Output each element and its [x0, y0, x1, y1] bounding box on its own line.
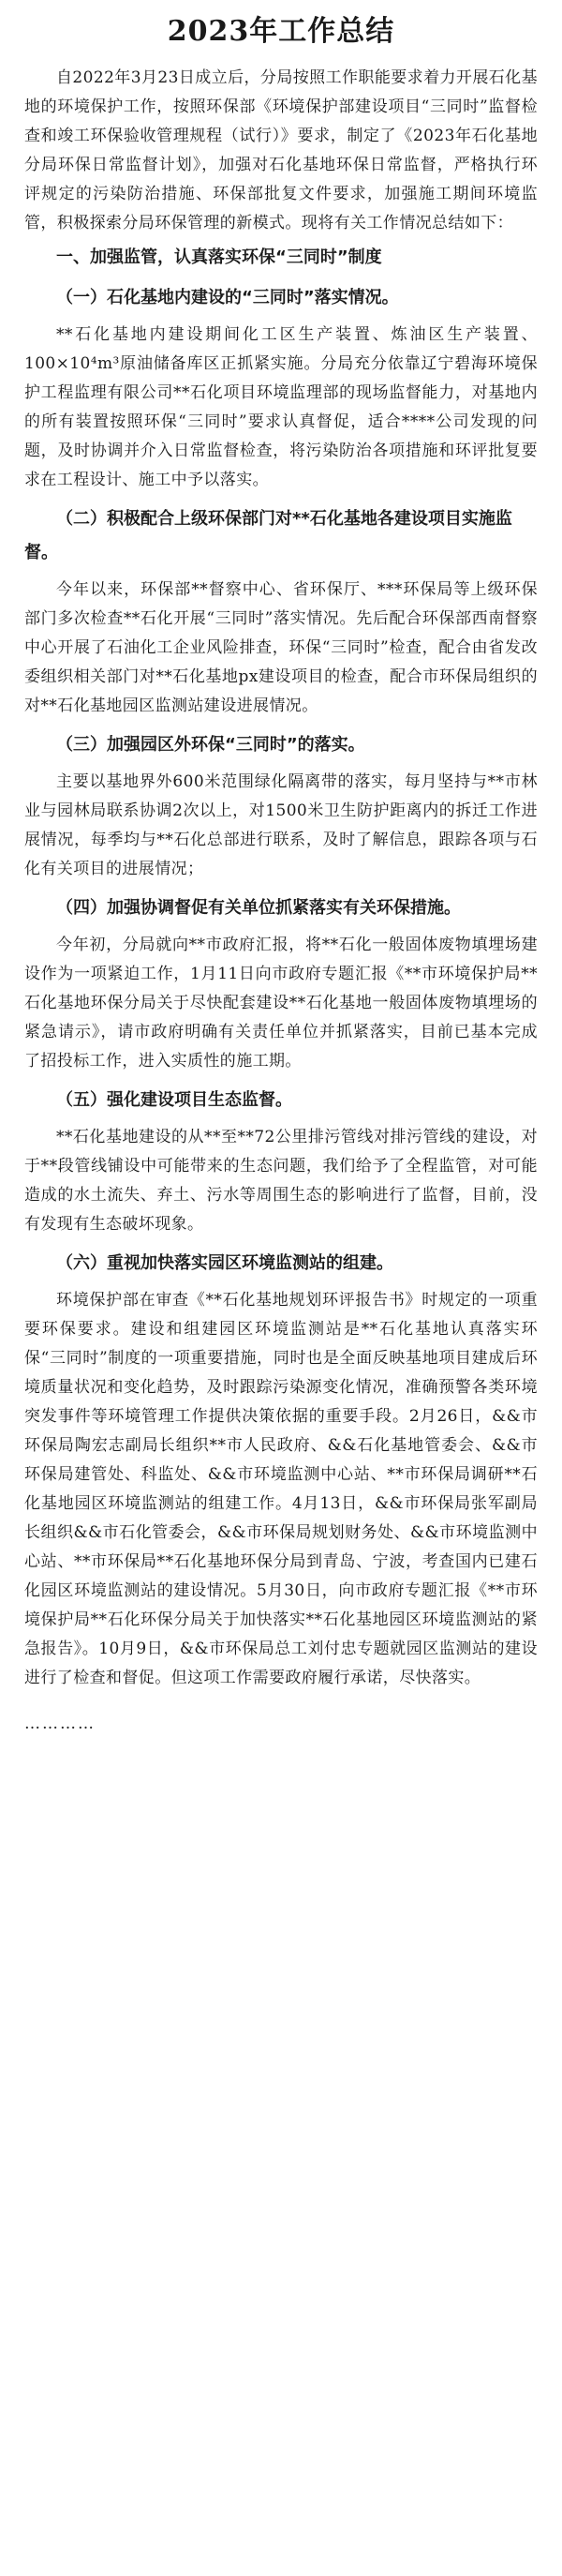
subsection-body-5: **石化基地建设的从**至**72公里排污管线对排污管线的建设，对于**段管线铺设中可能带来的生态问题，我们给予了全程监管，对可能造成的水土流失、弃土、污水等周围生态的影响进行了监督，目前，没有发现有生态破坏现象。 — [24, 1128, 538, 1234]
intro-paragraph: 自2022年3月23日成立后，分局按照工作职能要求着力开展石化基地的环境保护工作，按照环保部《环境保护部建设项目“三同时”监督检查和竣工环保验收管理规程（试行）》要求，制定了《2023年石化基地分局环保日常监督计划》，加强对石化基地环保日常监督，严格执行环评规定的污染防治措施、环保部批复文件要求，加强施工期间环境监管，积极探索分局环保管理的新模式。现将有关工作情况总结如下： — [24, 68, 538, 232]
subsection-heading-3: （三）加强园区外环保“三同时”的落实。 — [56, 735, 365, 755]
subsection-body-3: 主要以基地界外600米范围绿化隔离带的落实，每月坚持与**市林业与园林局联系协调2次以上，对1500米卫生防护距离内的拆迁工作进展情况，每季均与**石化总部进行联系，及时了解信息，跟踪各项与石化有关项目的进展情况； — [24, 772, 538, 878]
subsection-heading-4: （四）加强协调督促有关单位抓紧落实有关环保措施。 — [56, 898, 461, 918]
trailing-ellipsis: ………… — [24, 1715, 96, 1733]
subsection-body-6: 环境保护部在审查《**石化基地规划环评报告书》时规定的一项重要环保要求。建设和组建园区环境监测站是**石化基地认真落实环保“三同时”制度的一项重要措施，同时也是全面反映基地项目建成后环境质量状况和变化趋势，及时跟踪污染源变化情况，准确预警各类环境突发事件等环境管理工作提供决策依据的重要手段。2月26日，&&市环保局陶宏志副局长组织**市人民政府、&&石化基地管委会、&&市环保局建管处、科监处、&&市环境监测中心站、**市环保局调研**石化基地园区环境监测站的组建工作。4月13日，&&市环保局张军副局长组织&&市石化管委会，&&市环保局规划财务处、&&市环境监测中心站、**市环保局**石化基地环保分局到青岛、宁波，考查国内已建石化园区环境监测站的建设情况。5月30日，向市政府专题汇报《**市环境保护局**石化环保分局关于加快落实**石化基地园区环境监测站的紧急报告》。10月9日，&&市环保局总工刘付忠专题就园区监测站的建设进行了检查和督促。但这项工作需要政府履行承诺，尽快落实。 — [24, 1291, 538, 1687]
subsection-heading-2: （二）积极配合上级环保部门对**石化基地各建设项目实施监督。 — [24, 509, 512, 562]
subsection-heading-6: （六）重视加快落实园区环境监测站的组建。 — [56, 1253, 393, 1273]
subsection-body-4: 今年初，分局就向**市政府汇报，将**石化一般固体废物填埋场建设作为一项紧迫工作，1月11日向市政府专题汇报《**市环境保护局**石化基地环保分局关于尽快配套建设**石化基地一般固体废物填埋场的紧急请示》，请市政府明确有关责任单位并抓紧落实，目前已基本完成了招投标工作，进入实质性的施工期。 — [24, 936, 538, 1071]
document-title: 2023年工作总结 — [167, 15, 395, 48]
subsection-body-1: **石化基地内建设期间化工区生产装置、炼油区生产装置、100×10⁴m³原油储备库区正抓紧实施。分局充分依靠辽宁碧海环境保护工程监理有限公司**石化项目环境监理部的现场监督能力，对基地内的所有装置按照环保“三同时”要求认真督促，适合****公司发现的问题，及时协调并介入日常监督检查，将污染防治各项措施和环评批复要求在工程设计、施工中予以落实。 — [24, 325, 538, 489]
subsection-heading-1: （一）石化基地内建设的“三同时”落实情况。 — [56, 288, 399, 307]
section-heading-1: 一、加强监管，认真落实环保“三同时”制度 — [56, 247, 382, 267]
subsection-body-2: 今年以来，环保部**督察中心、省环保厅、***环保局等上级环保部门多次检查**石化开展“三同时”落实情况。先后配合环保部西南督察中心开展了石油化工企业风险排查，环保“三同时”检查，配合由省发改委组织相关部门对**石化基地px建设项目的检查，配合市环保局组织的对**石化基地园区监测站建设进展情况。 — [24, 580, 538, 715]
subsection-heading-5: （五）强化建设项目生态监督。 — [56, 1090, 292, 1110]
